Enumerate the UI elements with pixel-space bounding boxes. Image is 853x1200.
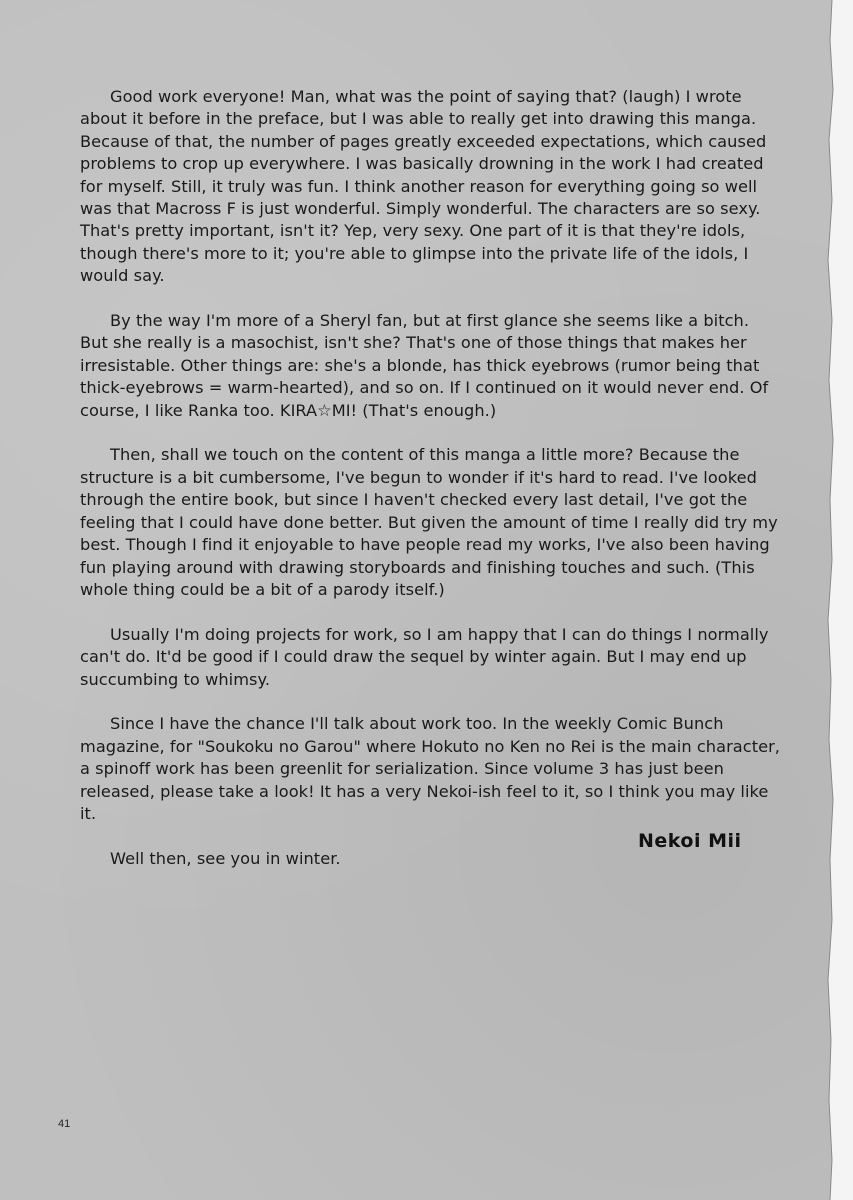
author-signature: Nekoi Mii xyxy=(638,830,742,852)
torn-paper-edge xyxy=(826,0,840,1200)
page-number: 41 xyxy=(58,1118,71,1130)
paragraph-5: Since I have the chance I'll talk about work too. In the weekly Comic Bunch magazine, for "Soukoku no Garou" where Hokuto no Ken no Rei is the main character, a spinoff work has been greenlit for serialization. Since volume 3 has just been released, please take a look! It has a very Nekoi-ish feel to it, so I think you may like it. xyxy=(80,714,781,823)
paragraph-3: Then, shall we touch on the content of this manga a little more? Because the structure is a bit cumbersome, I've begun to wonder if it's hard to read. I've looked through the entire book, but since I haven't checked every last detail, I've got the feeling that I could have done better. But given the amount of time I really did try my best. Though I find it enjoyable to have people read my works, I've also been having fun playing around with drawing storyboards and finishing touches and such. (This whole thing could be a bit of a parody itself.) xyxy=(80,445,778,599)
paragraph-6: Well then, see you in winter. xyxy=(110,848,341,868)
paragraph-1: Good work everyone! Man, what was the point of saying that? (laugh) I wrote about it before in the preface, but I was able to really get into drawing this manga. Because of that, the number of pages greatly exceeded expectations, which caused problems to crop up everywhere. I was basically drowning in the work I had created for myself. Still, it truly was fun. I think another reason for everything going so well was that Macross F is just wonderful. Simply wonderful. The characters are so sexy. That's pretty important, isn't it? Yep, very sexy. One part of it is that they're idols, though there's more to it; you're able to glimpse into the private life of the idols, I would say. xyxy=(80,87,767,286)
afterword-text xyxy=(80,86,780,893)
paragraph-2: By the way I'm more of a Sheryl fan, but at first glance she seems like a bitch. But she really is a masochist, isn't she? That's one of those things that makes her irresistable. Other things are: she's a blonde, has thick eyebrows (rumor being that thick-eyebrows = warm-hearted), and so on. If I continued on it would never end. Of course, I like Ranka too. KIRA☆MI! (That's enough.) xyxy=(80,311,769,420)
paragraph-4: Usually I'm doing projects for work, so I am happy that I can do things I normally can't do. It'd be good if I could draw the sequel by winter again. But I may end up succumbing to whimsy. xyxy=(80,624,769,689)
